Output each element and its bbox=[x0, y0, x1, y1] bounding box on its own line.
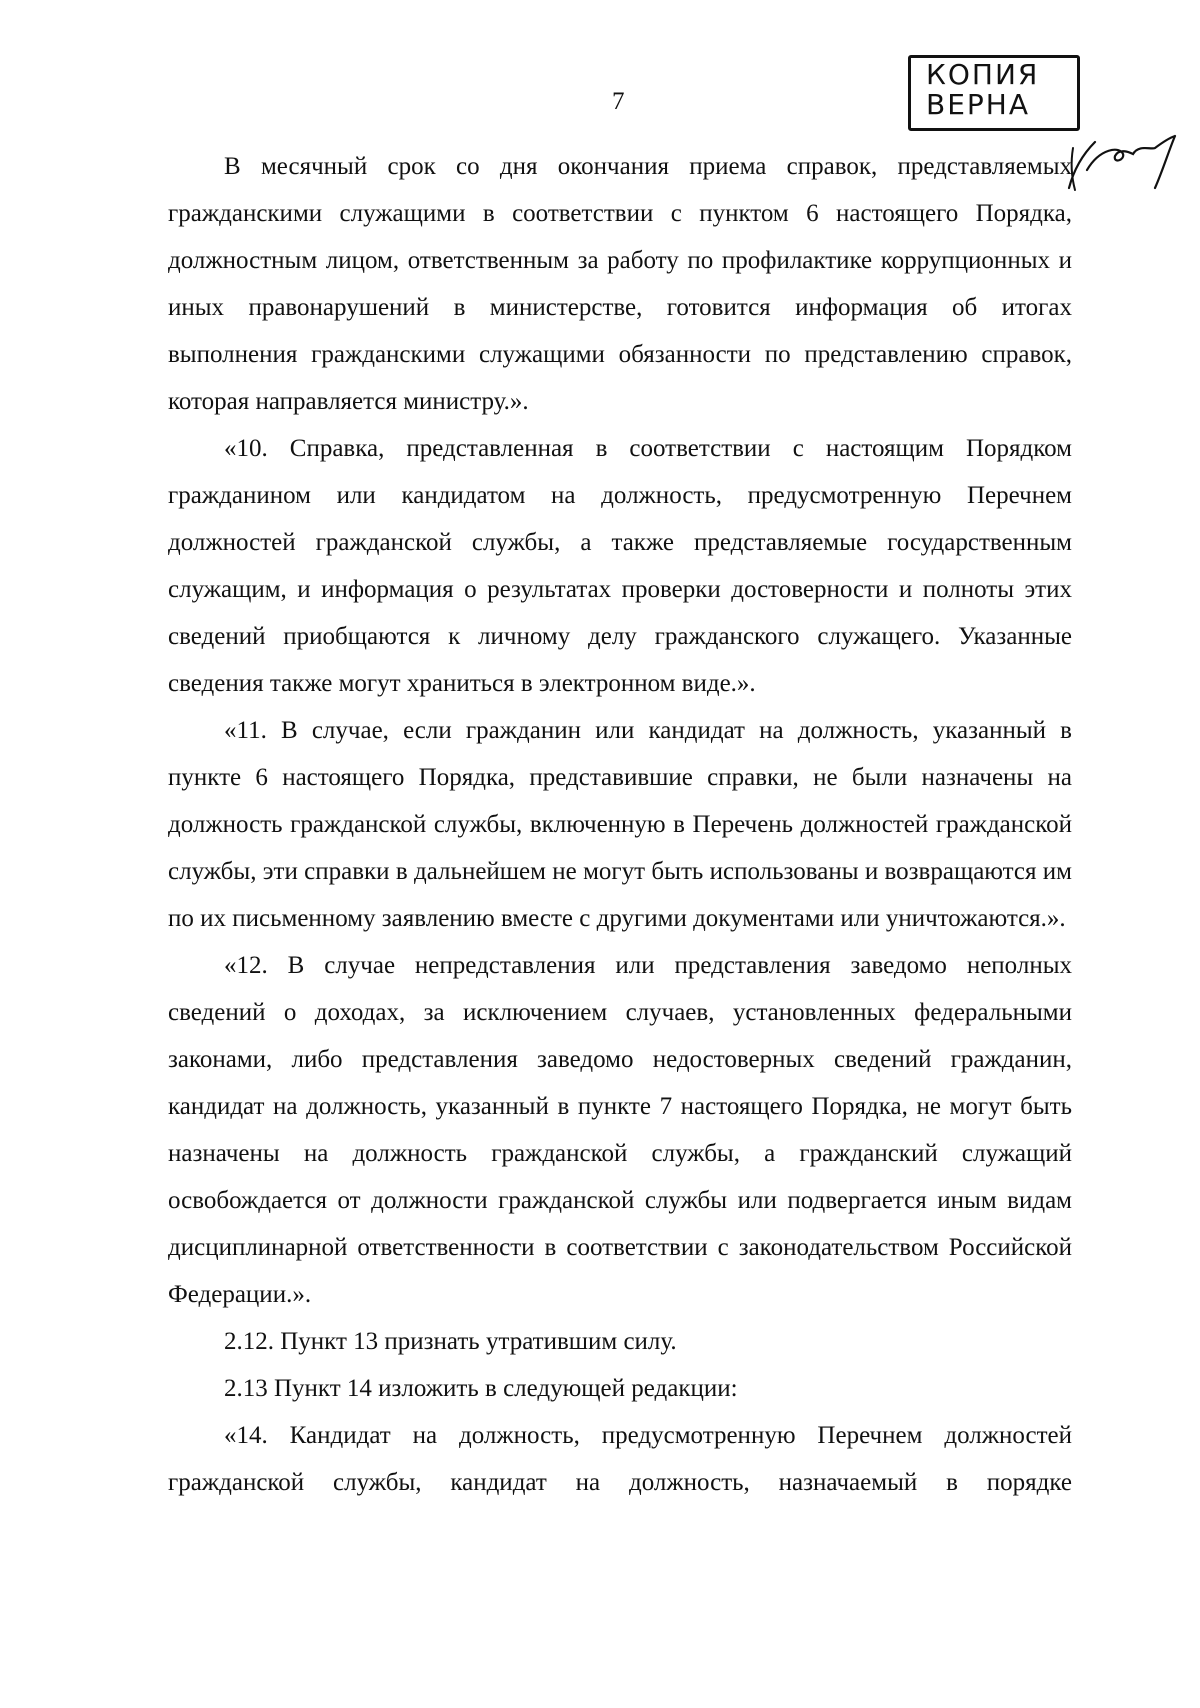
paragraph-2: «10. Справка, представленная в соответствии с настоящим Порядком гражданином или кандидатом на должность, предусмотренную Перечнем должностей гражданской службы, а также представляемые государственным служащим, и информация о результатах проверки достоверности и полноты этих сведений приобщаются к личному делу гражданского служащего. Указанные сведения также могут храниться в электронном виде.». bbox=[168, 435, 1072, 697]
stamp-text-line-2: ВЕРНА bbox=[926, 88, 1030, 121]
document-body bbox=[168, 143, 1072, 1506]
handwritten-signature bbox=[1065, 130, 1190, 195]
paragraph-4: «12. В случае непредставления или представления заведомо неполных сведений о доходах, за исключением случаев, установленных федеральными законами, либо представления заведомо недостоверных сведений гражданин, кандидат на должность, указанный в пункте 7 настоящего Порядка, не могут быть назначены на должность гражданской службы, а гражданский служащий освобождается от должности гражданской службы или подвергается иным видам дисциплинарной ответственности в соответствии с законодательством Российской Федерации.». bbox=[168, 952, 1072, 1308]
paragraph-3: «11. В случае, если гражданин или кандидат на должность, указанный в пункте 6 настоящего Порядка, представившие справки, не были назначены на должность гражданской службы, включенную в Перечень должностей гражданской службы, эти справки в дальнейшем не могут быть использованы и возвращаются им по их письменному заявлению вместе с другими документами или уничтожаются.». bbox=[168, 717, 1072, 932]
copy-certified-stamp bbox=[908, 55, 1108, 137]
paragraph-1: В месячный срок со дня окончания приема справок, представляемых гражданскими служащими в соответствии с пунктом 6 настоящего Порядка, должностным лицом, ответственным за работу по профилактике коррупционных и иных правонарушений в министерстве, готовится информация об итогах выполнения гражданскими служащими обязанности по представлению справок, которая направляется министру.». bbox=[168, 153, 1072, 415]
stamp-text-line-1: КОПИЯ bbox=[926, 58, 1040, 91]
paragraph-7: «14. Кандидат на должность, предусмотренную Перечнем должностей гражданской службы, кандидат на должность, назначаемый в порядке bbox=[168, 1422, 1072, 1496]
paragraph-5: 2.12. Пункт 13 признать утратившим силу. bbox=[224, 1328, 677, 1355]
paragraph-6: 2.13 Пункт 14 изложить в следующей редакции: bbox=[224, 1375, 738, 1402]
page-number: 7 bbox=[612, 88, 625, 115]
